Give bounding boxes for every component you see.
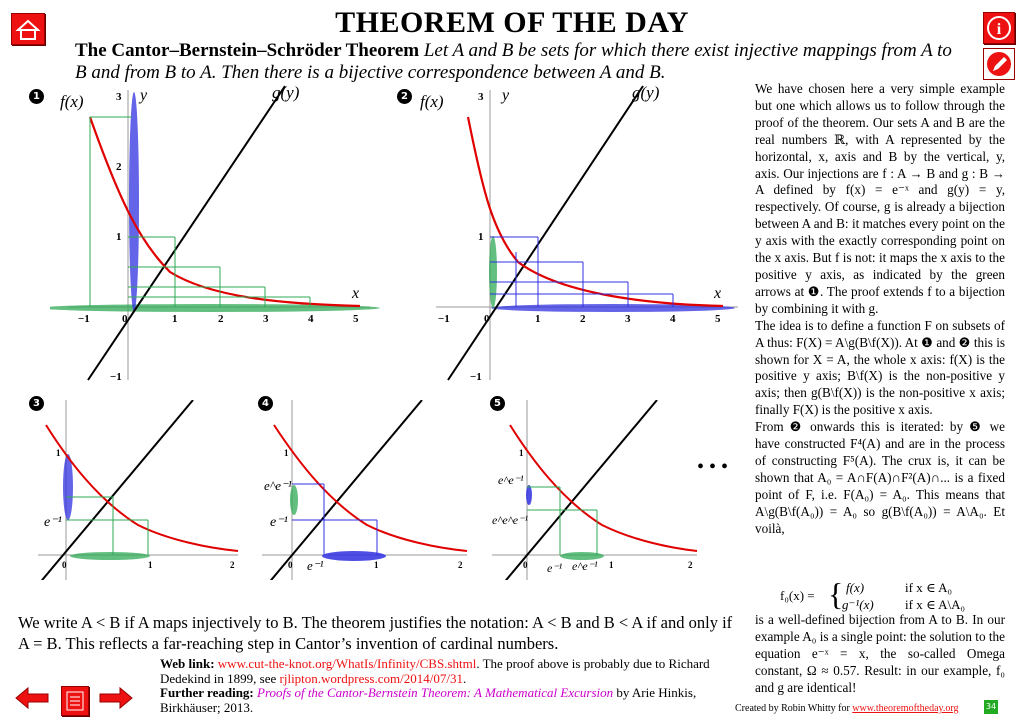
panel-1-graph — [50, 82, 380, 382]
xtick-0: 0 — [288, 560, 293, 570]
axis-labels — [60, 83, 359, 382]
case2-cond: if x ∈ A\A₀ — [905, 597, 966, 612]
panel-2-graph — [418, 82, 748, 382]
page-title: THEOREM OF THE DAY — [335, 6, 689, 39]
xtick-1: 1 — [374, 560, 379, 570]
theorem-text: Let A and B be sets for which there exist injective mappings from A to B and from B to A. Then there is a bijective correspondence between A and B. — [75, 40, 952, 83]
fx-label: f(x) — [420, 92, 444, 111]
left-arrow-icon — [14, 686, 50, 710]
green-y-ellipse — [489, 236, 497, 308]
panel-5-graph — [492, 400, 702, 580]
ytick-1: 1 — [56, 448, 61, 458]
xtick-einv: e⁻¹ — [547, 561, 563, 575]
eee2-label: e^e^e⁻¹ — [492, 513, 529, 527]
xtick-2: 2 — [580, 313, 586, 325]
info-icon — [984, 13, 1014, 43]
further-reading-title[interactable]: Proofs of the Cantor-Bernstein Theorem: A Mathematical Excursion — [257, 685, 614, 700]
y-label: y — [502, 87, 510, 104]
xtick-5: 5 — [353, 313, 359, 325]
xtick-4: 4 — [308, 313, 314, 325]
formula-brace: { — [828, 576, 844, 612]
theorem-statement — [75, 40, 965, 84]
ytick-neg1: −1 — [110, 371, 122, 382]
xtick-0: 0 — [484, 313, 490, 325]
xtick-2: 2 — [688, 560, 693, 570]
xtick-0: 0 — [62, 560, 67, 570]
weblink-label: Web link: — [160, 656, 215, 671]
further-reading-rest: by Arie Hinkis, Birkhäuser; 2013. — [160, 685, 697, 715]
panel-number-5: 5 — [490, 396, 505, 411]
pencil-button[interactable] — [983, 48, 1015, 80]
ellipsis-dots: • • • — [697, 456, 729, 478]
eee1-label: e^e⁻¹ — [498, 473, 524, 487]
ytick-1: 1 — [478, 231, 484, 243]
panel-number-2: 2 — [397, 89, 412, 104]
index-button[interactable] — [61, 686, 89, 716]
explanation-para-3: From ❷ onwards this is iterated: by ❺ we have constructed F⁴(A) and are in the process of constructing F⁵(A). The crux is, it can be shown that A₀ = A∩F(A)∩F²(A)∩... is a fixed point of F, i.e. F(A₀) = A₀. This means that A\g(B\f(A₀)) = A₀ so g(B\f(A₀)) = A\A₀. Et voilà, — [755, 419, 1005, 536]
theorem-name: The Cantor–Bernstein–Schröder Theorem — [75, 40, 420, 61]
ytick-neg1: −1 — [470, 371, 482, 382]
credit-link[interactable]: www.theoremoftheday.org — [852, 703, 959, 714]
right-arrow-icon — [98, 686, 134, 710]
weblink-rjlipton[interactable]: rjlipton.wordpress.com/2014/07/31 — [279, 670, 463, 686]
case1-cond: if x ∈ A₀ — [905, 580, 953, 595]
xtick-0: 0 — [122, 313, 128, 325]
ytick-1: 1 — [284, 448, 289, 458]
formula-lhs: f₀(x) = — [780, 588, 815, 603]
notation-text: We write A < B if A maps injectively to B. The theorem justifies the notation: A < B and B < A if and only if A = B. This reflects a far-reaching step in Cantor’s invention of cardinal numbers. — [18, 613, 733, 653]
gy-label: g(y) — [272, 83, 300, 102]
xtick-3: 3 — [625, 313, 631, 325]
xtick-1: 1 — [148, 560, 153, 570]
x-label: x — [714, 285, 722, 302]
weblink-cut-the-knot[interactable]: www.cut-the-knot.org/WhatIs/Infinity/CBS.shtml — [217, 656, 477, 671]
explanation-para-1: We have chosen here a very simple example but one which allows us to follow through the proof of the theorem. Our sets A and B are the real numbers ℝ, with A represented by the horizontal, x, axis and B by the vertical, y, axis. Our injections are f : A → B and g : B → A defined by f(x) = e⁻ˣ and g(y) = y, respectively. Of course, g is already a bijection between A and B: it matches every point on the y axis with the exactly corresponding point on the x axis. But f is not: it maps the x axis to the positive y axis, as indicated by the green arrows at ❶. The proof extends f to a bijection by combining it with g. — [755, 81, 1005, 316]
gy-label: g(y) — [632, 83, 660, 102]
info-button[interactable] — [983, 12, 1015, 44]
xtick-einv: e⁻¹ — [307, 558, 324, 573]
blue-y-ellipse — [129, 92, 139, 312]
credit-line — [735, 703, 959, 714]
pencil-icon — [984, 49, 1014, 79]
ytick-1: 1 — [519, 448, 524, 458]
xtick-2: 2 — [458, 560, 463, 570]
xtick-1: 1 — [172, 313, 178, 325]
further-reading-label: Further reading: — [160, 685, 254, 700]
weblink-text: . The proof above is probably due to Richard Dedekind in 1899, see — [160, 656, 710, 686]
xtick-0: 0 — [523, 560, 528, 570]
panel-number-1: 1 — [29, 89, 44, 104]
credit-text: Created by Robin Whitty for — [735, 703, 850, 714]
ytick-3: 3 — [478, 91, 484, 103]
explanation-column — [755, 81, 1005, 537]
einv-label: e⁻¹ — [44, 515, 62, 530]
page-badge-number: 34 — [985, 702, 997, 711]
case2-fn: g⁻¹(x) — [842, 597, 874, 612]
xtick-5: 5 — [715, 313, 721, 325]
xtick-1: 1 — [535, 313, 541, 325]
xtick-4: 4 — [670, 313, 676, 325]
xtick-2: 2 — [218, 313, 224, 325]
blue-arrows — [490, 237, 673, 307]
explanation-para-4: is a well-defined bijection from A to B. In our example A₀ is a single point: the solution to the equation e⁻ˣ = x, the so-called Omega constant, Ω ≈ 0.57. Result: in our example, f₀ and g are identical! — [755, 612, 1005, 695]
xtick-neg1: −1 — [78, 313, 90, 325]
page-badge — [984, 700, 998, 714]
ytick-3: 3 — [116, 91, 122, 103]
ytick-1: 1 — [116, 231, 122, 243]
panel-4-graph — [262, 400, 472, 580]
ytick-2: 2 — [116, 161, 122, 173]
xtick-neg1: −1 — [438, 313, 450, 325]
next-arrow-button[interactable] — [98, 686, 134, 715]
x-label: x — [352, 285, 360, 302]
svg-text:i: i — [996, 21, 1002, 38]
fx-label: f(x) — [60, 92, 84, 111]
y-label: y — [140, 87, 148, 104]
panel-number-3: 3 — [29, 396, 44, 411]
xtick-1: 1 — [609, 560, 614, 570]
einv-label: e⁻¹ — [270, 515, 288, 530]
xtick-ee: e^e⁻¹ — [572, 559, 598, 573]
case1-fn: f(x) — [846, 580, 865, 595]
panel-3-graph — [38, 400, 243, 580]
explanation-para-2: The idea is to define a function F on subsets of A thus: F(X) = A\g(B\f(X)). At ❶ and ❷ this is shown for X = A, the whole x axis: f(X) is the positive y axis; B\f(X) is the non-positive y axis; then g(B\f(X)) is the non-positive x axis; finally F(X) is the positive x axis. — [755, 317, 1005, 418]
xtick-3: 3 — [263, 313, 269, 325]
xtick-2: 2 — [230, 560, 235, 570]
references: Web link: www.cut-the-knot.org/WhatIs/Infinity/CBS.shtml. The proof above is probably due to Richard Dedekind in 1899, see rjlipton.wordpress.com/2014/07/31. Further reading: Proofs of the Cantor-Bernstein Theorem: A Mathematical Excursion by Arie Hinkis, Birkhäuser; 2013. — [160, 656, 710, 715]
prev-arrow-button[interactable] — [14, 686, 50, 715]
panel-number-4: 4 — [258, 396, 273, 411]
ee-label: e^e⁻¹ — [264, 478, 292, 493]
index-icon — [62, 687, 88, 715]
